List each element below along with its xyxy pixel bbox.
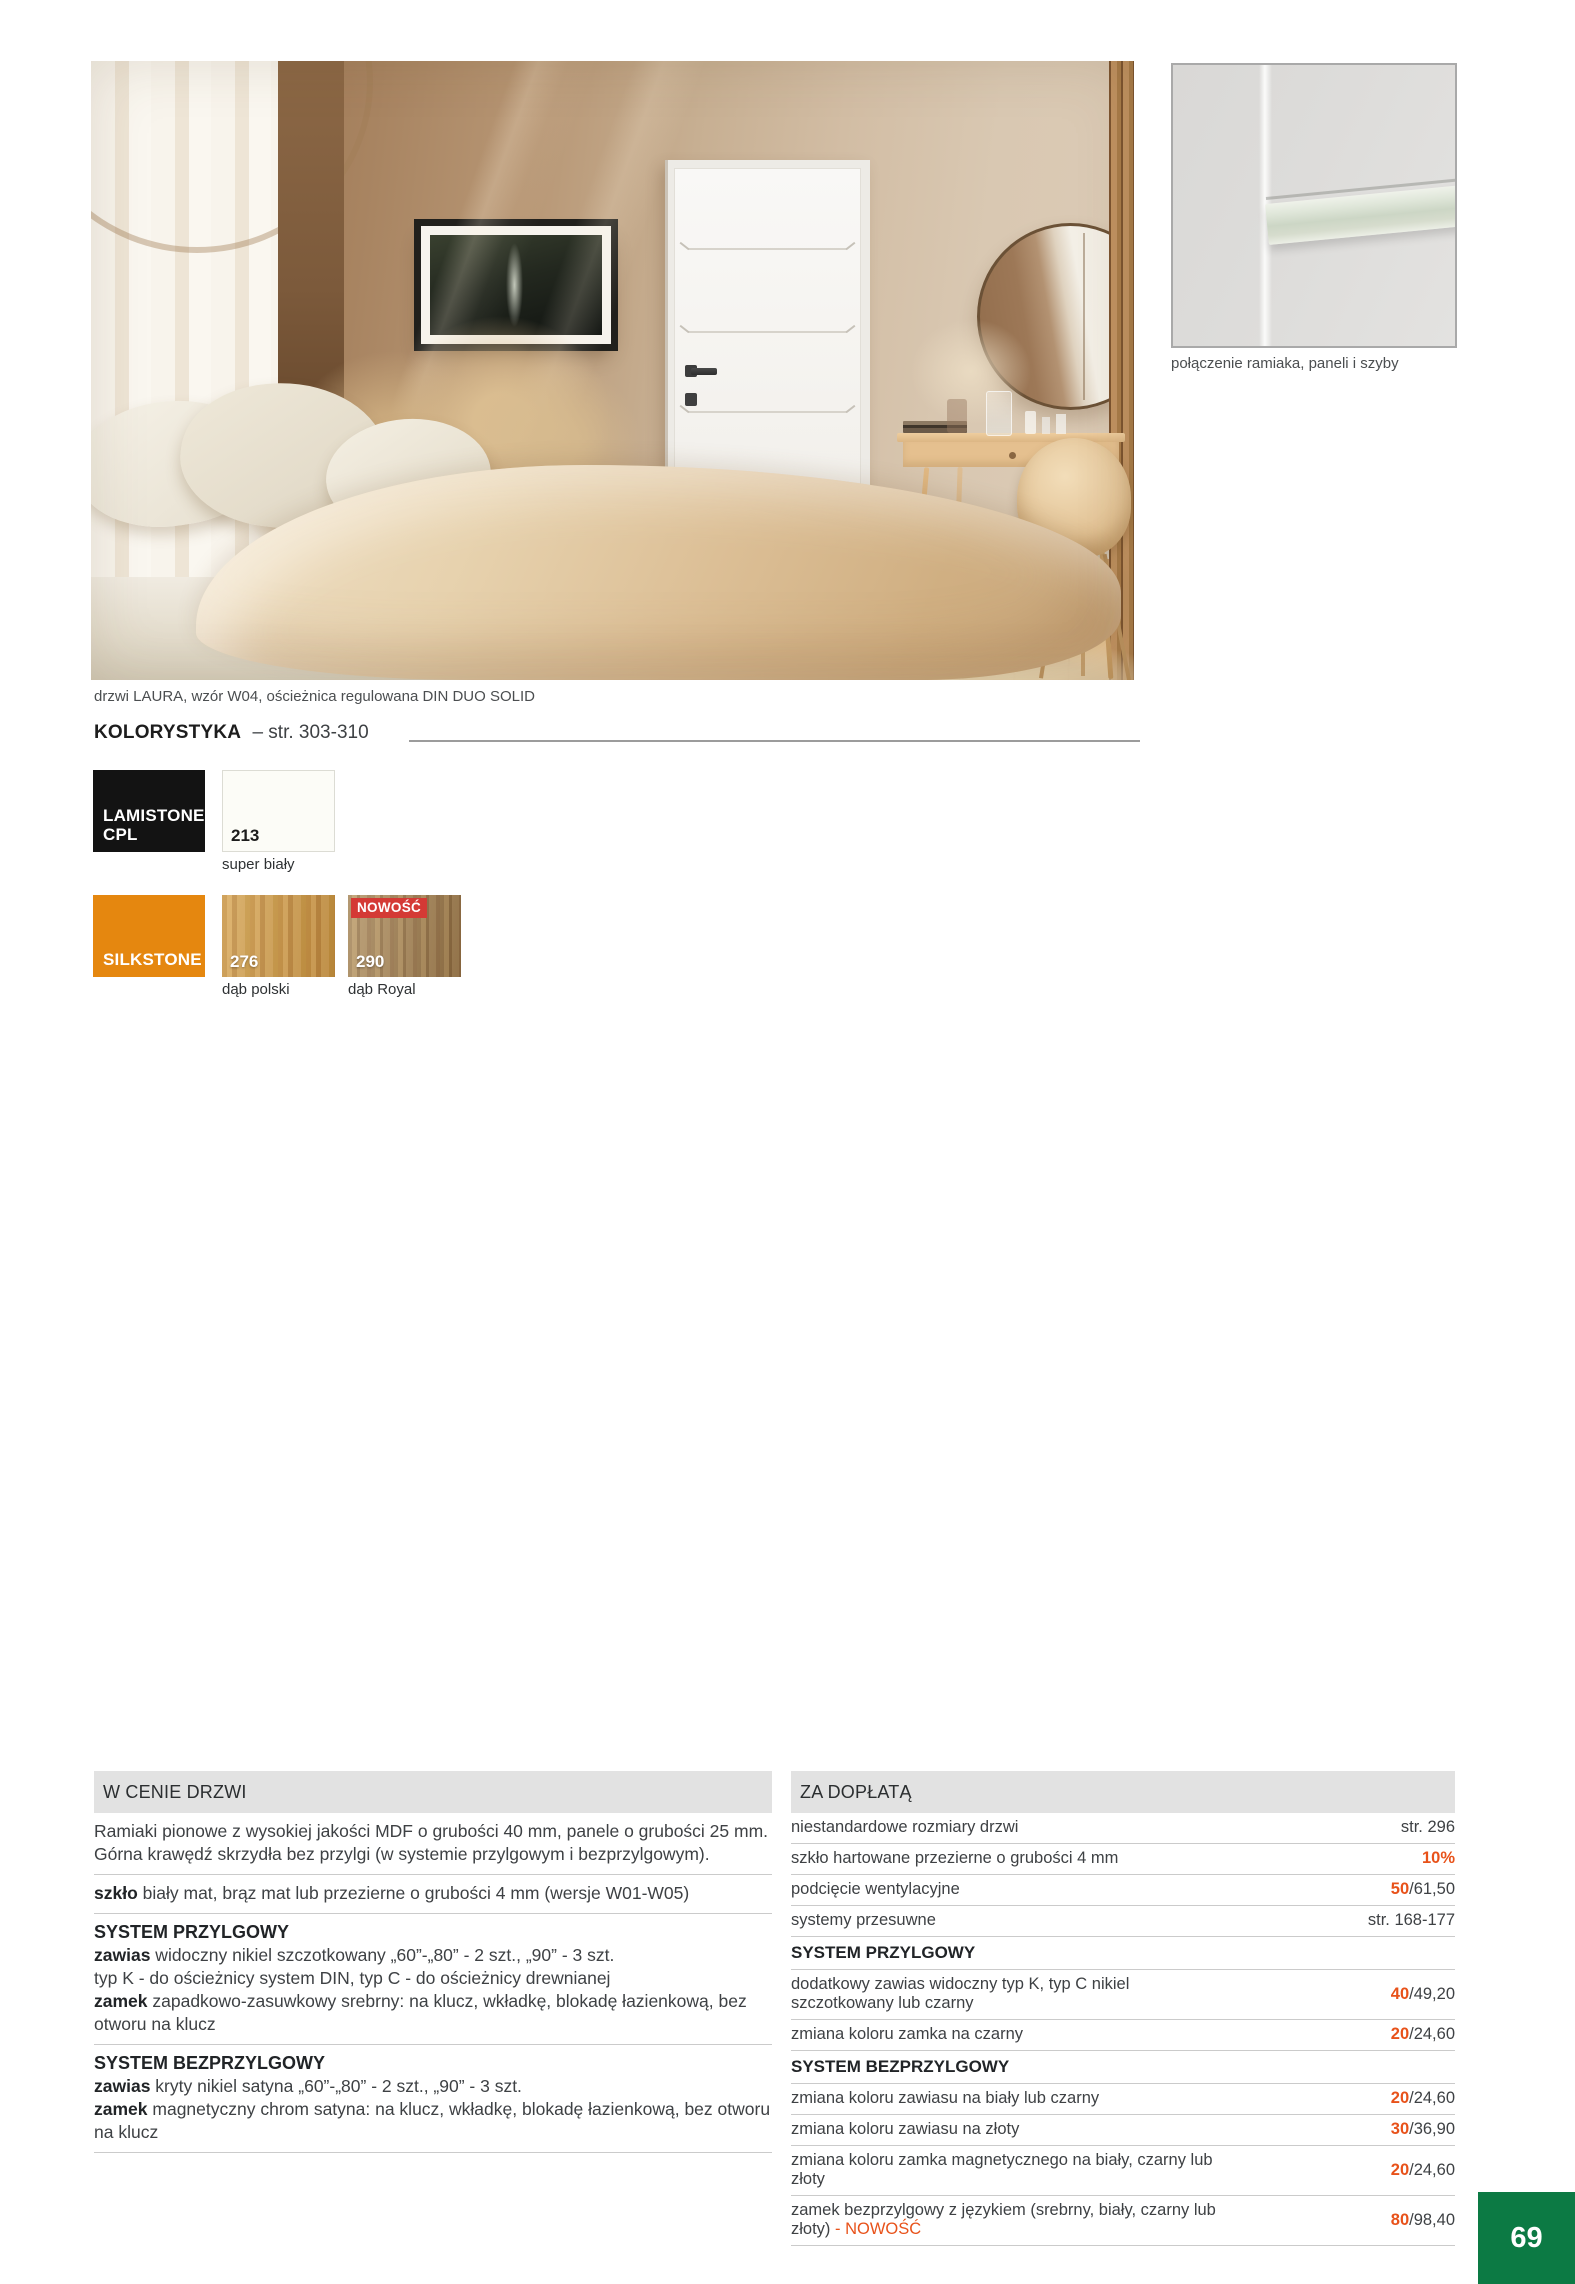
brand-label: CPL xyxy=(103,824,138,844)
swatch-name: dąb Royal xyxy=(348,981,416,998)
lead-bold: zawias xyxy=(94,2076,151,2096)
surcharge-row xyxy=(791,1906,1455,1937)
price-rest: /24,60 xyxy=(1409,2160,1455,2179)
text-segment: Ramiaki pionowe z wysokiej jakości MDF o grubości 40 mm, panele o grubości 25 mm. Górna krawędź skrzydła bez przylgi (w systemie przylgowym i bezprzylgowym). xyxy=(94,1821,769,1864)
price-accent: 20 xyxy=(1390,2089,1410,2107)
surcharge-label: dodatkowy zawias widoczny typ K, typ C nikiel szczotkowany lub czarny xyxy=(791,1975,1130,2012)
brand-label: SILKSTONE xyxy=(103,949,202,969)
price-rest: str. 296 xyxy=(1400,1818,1455,1836)
included-block xyxy=(94,1914,772,2045)
surcharge-row xyxy=(791,1813,1455,1844)
brand-box xyxy=(93,895,205,977)
swatch-chip xyxy=(222,770,335,852)
surcharge-label: zmiana koloru zamka magnetycznego na biały, czarny lub złoty xyxy=(791,2151,1213,2188)
price-accent: 40 xyxy=(1390,1984,1410,2003)
swatch-name: dąb polski xyxy=(222,981,290,998)
surcharge-label: zmiana koloru zamka na czarny xyxy=(791,2025,1024,2043)
detail-photo-caption: połączenie ramiaka, paneli i szyby xyxy=(1171,355,1399,372)
swatch-row xyxy=(93,770,348,873)
included-blocks xyxy=(94,1813,772,2153)
kolorystyka-heading xyxy=(94,722,369,744)
lead-bold: zawias xyxy=(94,1945,151,1965)
swatch-chip xyxy=(222,895,335,977)
included-subheader: SYSTEM BEZPRZYLGOWY xyxy=(94,2053,326,2073)
page-number-box xyxy=(1478,2192,1575,2284)
surcharge-value xyxy=(1422,1849,1455,1868)
price-accent: 30 xyxy=(1390,2120,1410,2138)
hero-photo xyxy=(91,61,1134,680)
surcharge-value xyxy=(1391,2211,1455,2230)
price-accent: 80 xyxy=(1390,2210,1410,2229)
swatch-code: 213 xyxy=(231,826,260,845)
included-line xyxy=(94,2075,772,2098)
photo-vignette xyxy=(91,61,1134,680)
surcharge-subheader: SYSTEM PRZYLGOWY xyxy=(791,1937,1455,1970)
surcharge-value xyxy=(1391,2120,1455,2139)
included-line xyxy=(94,1967,772,1990)
surcharge-label-accent: - NOWOŚĆ xyxy=(830,2220,922,2238)
price-rest: /24,60 xyxy=(1409,2089,1455,2107)
lead-bold: zamek xyxy=(94,2099,148,2119)
included-line xyxy=(94,1820,772,1866)
included-subheader: SYSTEM PRZYLGOWY xyxy=(94,1922,290,1942)
price-rest: /61,50 xyxy=(1409,1880,1455,1898)
text-segment: kryty nikiel satyna „60”-„80” - 2 szt., „90” - 3 szt. xyxy=(150,2076,522,2096)
kolorystyka-rule xyxy=(409,740,1140,742)
included-block xyxy=(94,1813,772,1875)
included-line xyxy=(94,1882,772,1905)
text-segment: biały mat, brąz mat lub przezierne o grubości 4 mm (wersje W01-W05) xyxy=(137,1883,690,1903)
swatch-276 xyxy=(222,895,335,998)
included-header: W CENIE DRZWI xyxy=(94,1771,772,1813)
included-line xyxy=(94,2098,772,2144)
surcharge-label: szkło hartowane przezierne o grubości 4 mm xyxy=(791,1849,1119,1867)
swatch-chip xyxy=(348,895,461,977)
swatch-row xyxy=(93,895,474,998)
surcharge-label: podcięcie wentylacyjne xyxy=(791,1880,960,1898)
swatch-code: 290 xyxy=(356,952,385,971)
surcharge-value xyxy=(1368,1911,1455,1930)
swatch-code: 276 xyxy=(230,952,259,971)
surcharge-label: zamek bezprzylgowy z językiem (srebrny, biały, czarny lub złoty) - NOWOŚĆ xyxy=(791,2201,1216,2238)
price-accent: 20 xyxy=(1390,2025,1410,2043)
surcharge-value xyxy=(1391,2089,1455,2108)
kolorystyka-page-ref: – str. 303-310 xyxy=(252,722,369,743)
surcharge-label: systemy przesuwne xyxy=(791,1911,936,1929)
surcharge-label: zmiana koloru zawiasu na złoty xyxy=(791,2120,1020,2138)
surcharge-subheader: SYSTEM BEZPRZYLGOWY xyxy=(791,2051,1455,2084)
price-accent: 50 xyxy=(1390,1880,1410,1898)
price-rest: /24,60 xyxy=(1409,2025,1455,2043)
text-segment: typ K - do ościeżnicy system DIN, typ C - do ościeżnicy drewnianej xyxy=(94,1968,611,1988)
surcharge-row xyxy=(791,2146,1455,2196)
text-segment: magnetyczny chrom satyna: na klucz, wkładkę, blokadę łazienkową, bez otworu na klucz xyxy=(94,2099,771,2142)
price-rest: /98,40 xyxy=(1409,2210,1455,2229)
included-line xyxy=(94,1990,772,2036)
surcharge-row xyxy=(791,1844,1455,1875)
included-section xyxy=(94,1771,772,2153)
price-accent: 10% xyxy=(1421,1849,1455,1867)
swatch-213 xyxy=(222,770,335,873)
surcharges-section xyxy=(791,1771,1455,2246)
swatch-290 xyxy=(348,895,461,998)
price-rest: /36,90 xyxy=(1409,2120,1455,2138)
new-badge: NOWOŚĆ xyxy=(351,898,427,918)
price-accent: 20 xyxy=(1390,2160,1410,2179)
surcharge-row xyxy=(791,1970,1455,2020)
surcharge-row xyxy=(791,2196,1455,2246)
price-rest: /49,20 xyxy=(1409,1984,1455,2003)
price-rest: str. 168-177 xyxy=(1367,1911,1455,1929)
surcharge-label: zmiana koloru zawiasu na biały lub czarny xyxy=(791,2089,1100,2107)
surcharge-row xyxy=(791,2115,1455,2146)
brand-box xyxy=(93,770,205,852)
detail-photo xyxy=(1171,63,1457,348)
text-segment: zapadkowo-zasuwkowy srebrny: na klucz, wkładkę, blokadę łazienkową, bez otworu na klucz xyxy=(94,1991,747,2034)
text-segment: widoczny nikiel szczotkowany „60”-„80” - 2 szt., „90” - 3 szt. xyxy=(150,1945,615,1965)
surcharges-header: ZA DOPŁATĄ xyxy=(791,1771,1455,1813)
surcharge-row xyxy=(791,2020,1455,2051)
included-block xyxy=(94,1875,772,1914)
surcharge-rows xyxy=(791,1813,1455,2246)
included-line xyxy=(94,1944,772,1967)
brand-label: LAMISTONE xyxy=(103,806,205,826)
surcharge-value xyxy=(1401,1818,1455,1837)
surcharge-row xyxy=(791,1875,1455,1906)
surcharge-row xyxy=(791,2084,1455,2115)
surcharge-value xyxy=(1391,1985,1455,2004)
swatch-name: super biały xyxy=(222,856,295,873)
lead-bold: szkło xyxy=(94,1883,138,1903)
surcharge-value xyxy=(1391,1880,1455,1899)
surcharge-label: niestandardowe rozmiary drzwi xyxy=(791,1818,1019,1836)
page-number: 69 xyxy=(1510,2221,1543,2254)
kolorystyka-title: KOLORYSTYKA xyxy=(94,722,242,743)
surcharge-value xyxy=(1391,2161,1455,2180)
included-block xyxy=(94,2045,772,2153)
surcharge-value xyxy=(1391,2025,1455,2044)
lead-bold: zamek xyxy=(94,1991,148,2011)
hero-photo-caption: drzwi LAURA, wzór W04, ościeżnica regulowana DIN DUO SOLID xyxy=(94,688,535,705)
